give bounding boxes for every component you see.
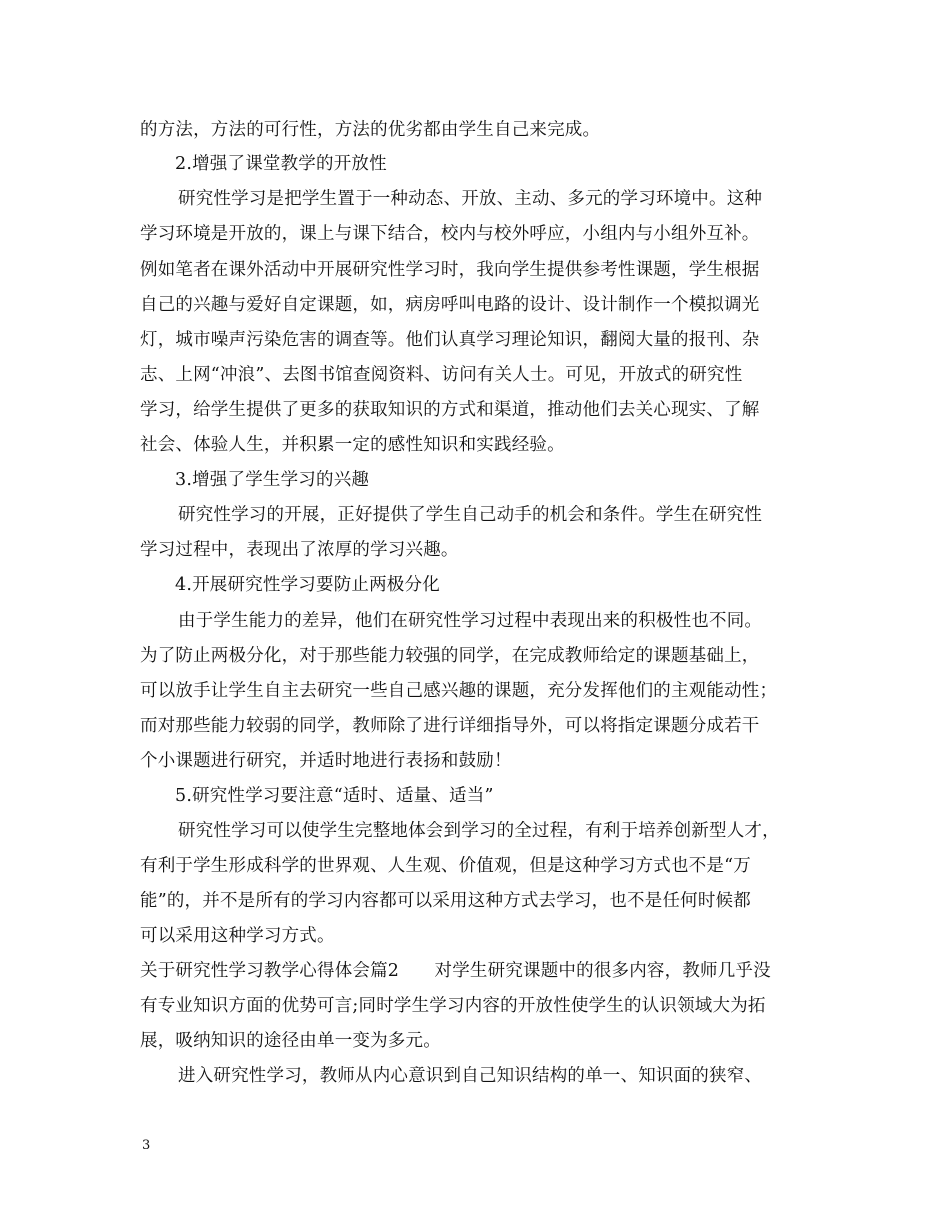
paragraph-line: 进入研究性学习，教师从内心意识到自己知识结构的单一、知识面的狭窄、 <box>178 1066 763 1086</box>
paragraph-line: 展，吸纳知识的途径由单一变为多元。 <box>140 1031 441 1051</box>
paragraph-line: 学习过程中，表现出了浓厚的学习兴趣。 <box>140 540 459 560</box>
paragraph-line: 有利于学生形成科学的世界观、人生观、价值观，但是这种学习方式也不是“万 <box>140 856 751 876</box>
section-heading: 3.增强了学生学习的兴趣 <box>175 470 370 490</box>
paragraph-line: 灯，城市噪声污染危害的调查等。他们认真学习理论知识，翻阅大量的报刊、杂 <box>140 330 760 350</box>
paragraph-line: 而对那些能力较弱的同学，教师除了进行详细指导外，可以将指定课题分成若干 <box>140 716 760 736</box>
paragraph-line: 能”的，并不是所有的学习内容都可以采用这种方式去学习，也不是任何时候都 <box>140 891 751 911</box>
paragraph-line: 个小课题进行研究，并适时地进行表扬和鼓励！ <box>140 751 512 771</box>
paragraph-line: 由于学生能力的差异，他们在研究性学习过程中表现出来的积极性也不同。 <box>178 611 763 631</box>
paragraph-line: 研究性学习可以使学生完整地体会到学习的全过程，有利于培养创新型人才， <box>178 821 780 841</box>
section-heading: 2.增强了课堂教学的开放性 <box>175 154 387 174</box>
paragraph-line: 社会、体验人生，并积累一定的感性知识和实践经验。 <box>140 435 565 455</box>
paragraph-line: 自己的兴趣与爱好自定课题，如，病房呼叫电路的设计、设计制作一个模拟调光 <box>140 295 760 315</box>
page-number: 3 <box>142 1138 151 1153</box>
paragraph-line: 的方法，方法的可行性，方法的优劣都由学生自己来完成。 <box>140 120 601 140</box>
paragraph-line: 为了防止两极分化，对于那些能力较强的同学，在完成教师给定的课题基础上， <box>140 646 760 666</box>
paragraph-line: 研究性学习的开展，正好提供了学生自己动手的机会和条件。学生在研究性 <box>178 505 763 525</box>
section-heading: 5.研究性学习要注意“适时、适量、适当” <box>175 786 494 806</box>
paragraph-line: 例如笔者在课外活动中开展研究性学习时，我向学生提供参考性课题，学生根据 <box>140 260 760 280</box>
paragraph-line: 有专业知识方面的优势可言;同时学生学习内容的开放性使学生的认识领域大为拓 <box>140 996 766 1016</box>
paragraph-line: 可以采用这种学习方式。 <box>140 926 335 946</box>
paragraph-line: 研究性学习是把学生置于一种动态、开放、主动、多元的学习环境中。这种 <box>178 189 763 209</box>
paragraph-line: 关于研究性学习教学心得体会篇2 对学生研究课题中的很多内容，教师几乎没 <box>140 961 771 981</box>
paragraph-line: 可以放手让学生自主去研究一些自己感兴趣的课题，充分发挥他们的主观能动性； <box>140 681 778 701</box>
section-heading: 4.开展研究性学习要防止两极分化 <box>175 575 440 595</box>
paragraph-line: 志、上网“冲浪”、去图书馆查阅资料、访问有关人士。可见，开放式的研究性 <box>140 365 743 385</box>
paragraph-line: 学习环境是开放的，课上与课下结合，校内与校外呼应，小组内与小组外互补。 <box>140 224 760 244</box>
paragraph-line: 学习，给学生提供了更多的获取知识的方式和渠道，推动他们去关心现实、了解 <box>140 400 760 420</box>
